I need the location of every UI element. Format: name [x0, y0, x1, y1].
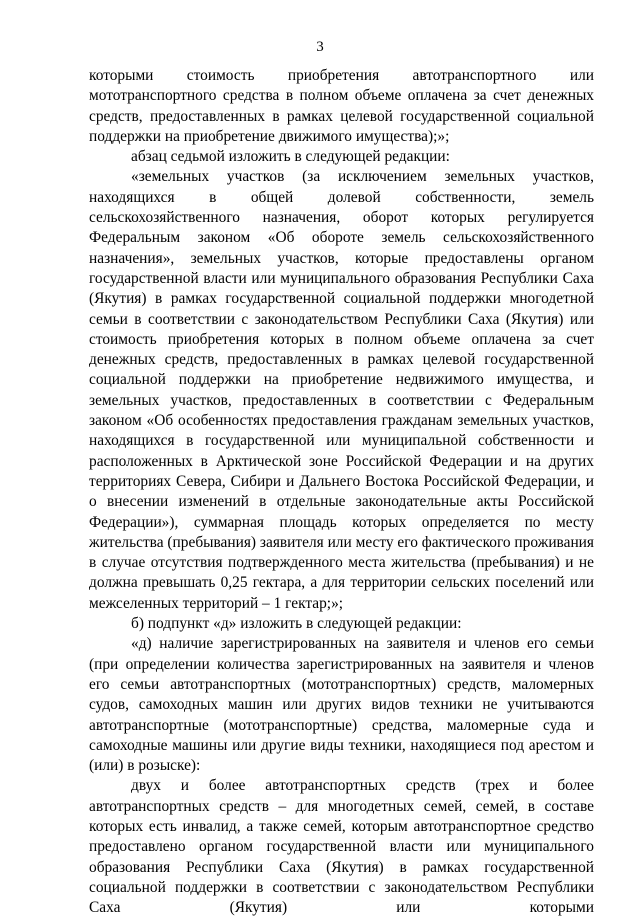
document-body — [89, 66, 594, 918]
page-number: 3 — [316, 39, 324, 55]
paragraph-continuation: которыми стоимость приобретения автотранспортного или мототранспортного средства в полном объеме оплачена за счет денежных средств, предоставленных в рамках целевой государственной социальной поддержки на приобретение движимого имущества);»; — [89, 67, 594, 145]
paragraph-subitem-d: «д) наличие зарегистрированных на заявителя и членов его семьи (при определении количества зарегистрированных на заявителя и членов его семьи автотранспортных (мототранспортных) средств, маломерных судов, самоходных машин или других видов техники не учитываются автотранспортные (мототранспортные) средства, маломерные суда и самоходные машины или другие виды техники, находящиеся под арестом и (или) в розыске): — [89, 635, 594, 775]
paragraph-instruction-seventh: абзац седьмой изложить в следующей редакции: — [131, 148, 450, 166]
paragraph-vehicles: двух и более автотранспортных средств (трех и более автотранспортных средств – для многодетных семей, семей, в составе которых есть инвалид, а также семей, которым автотранспортное средство предоставлено органом государственной власти или муниципального образования Республики Саха (Якутия) в рамках государственной социальной поддержки в соответствии с законодательством Республики Саха (Якутия) или которыми — [89, 777, 594, 917]
paragraph-land-plots: «земельных участков (за исключением земельных участков, находящихся в общей долевой собственности, земель сельскохозяйственного назначения, оборот которых регулируется Федеральным законом «Об обороте земель сельскохозяйственного назначения», земельных участков, которые предоставлены органом государственной власти или муниципального образования Республики Саха (Якутия) в рамках государственной социальной поддержки многодетной семьи в соответствии с законодательством Республики Саха (Якутия) или стоимость приобретения которых в полном объеме оплачена за счет денежных средств, предоставленных в рамках целевой государственной социальной поддержки на приобретение недвижимого имущества, и земельных участков, предоставленных в соответствии с Федеральным законом «Об особенностях предоставления гражданам земельных участков, находящихся в государственной или муниципальной собственности и расположенных в Арктической зоне Российской Федерации и на других территориях Севера, Сибири и Дальнего Востока Российской Федерации, и о внесении изменений в отдельные законодательные акты Российской Федерации»), суммарная площадь которых определяется по месту жительства (пребывания) заявителя или месту его фактического проживания в случае отсутствия подтвержденного места жительства (пребывания) и не должна превышать 0,25 гектара, а для территории сельских поселений или межселенных территорий – 1 гектар;»; — [89, 168, 594, 612]
paragraph-instruction-subitem-d: б) подпункт «д» изложить в следующей редакции: — [131, 615, 462, 633]
